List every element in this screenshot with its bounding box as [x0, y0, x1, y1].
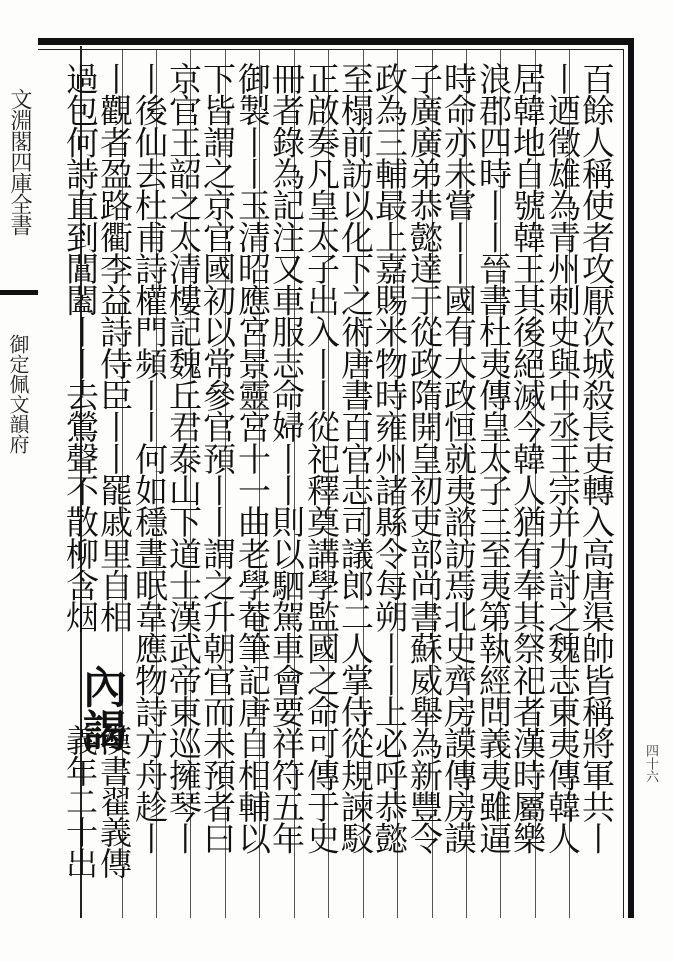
margin-header: 文淵閣四庫全書	[7, 88, 32, 235]
folio-number: 四十六	[643, 744, 658, 783]
text-column-2: 丨迺徵雄為青州刺史與中丞王宗并力討之魏志東夷傳韓人	[543, 62, 582, 854]
text-column-5: 時命亦未嘗丨丨國有大政恒就夷諮訪焉北史齊房謨傳房謨	[439, 62, 478, 854]
text-column-14: 丨後仙去杜甫詩權門頻丨丨何如穩晝眠韋應物詩方舟趁丨	[130, 62, 169, 854]
text-column-10: 冊者錄為記注又車服志命婦丨丨則以駟駕車會要祥符五年	[267, 62, 306, 854]
text-column-15: 丨觀者盈路衢李益詩侍臣丨丨罷戚里自相	[95, 62, 134, 632]
continuation-column-1: 漢書翟義傳	[95, 724, 133, 878]
text-column-16: 過包何詩直到閶闔丨丨去鶯聲不散柳含烟	[61, 62, 100, 632]
continuation-column-2: 義年二十出	[61, 724, 99, 878]
text-column-13: 京官王韶之太清樓記魏丘君泰山下道士漢武帝東巡擁琴丨	[164, 62, 203, 854]
margin-bar	[0, 290, 38, 295]
section-heading: 內謁	[75, 664, 126, 752]
margin-book-title: 御定佩文韻府	[6, 334, 30, 454]
text-column-4: 浪郡四時丨丨晉書杜夷傳皇太子三至夷第執經問義夷雖逼	[474, 62, 513, 854]
text-column-9: 正啟奏凡皇太子出入丨丨從祀釋奠講學監國之命可傳于史	[302, 62, 341, 854]
text-column-11: 御製丨丨玉清昭應宮景靈宮十一曲老學菴筆記唐自相輔以	[233, 62, 272, 854]
text-column-6: 子廣廣弟恭懿達于從政隋開皇初吏部尚書蘇威舉為新豐令	[405, 62, 444, 854]
text-column-1: 百餘人稱使者攻厭次城殺長吏轉入高唐渠帥皆稱將軍共丨	[577, 62, 616, 854]
margin-strip	[0, 38, 38, 918]
text-column-7: 政為三輔最上嘉賜米物時雍州諸縣令每朔丨丨上必呼恭懿	[370, 62, 409, 854]
text-column-3: 居韓地自號韓王其後絕滅今韓人猶有奉其祭祀者漢時屬樂	[508, 62, 547, 854]
text-column-12: 下皆謂之京官國初以常參官預丨丨謂之升朝官而未預者曰	[198, 62, 237, 854]
text-column-8: 至榻前訪以化下之術唐書百官志司議郎二人掌侍從規諫駁	[336, 62, 375, 854]
